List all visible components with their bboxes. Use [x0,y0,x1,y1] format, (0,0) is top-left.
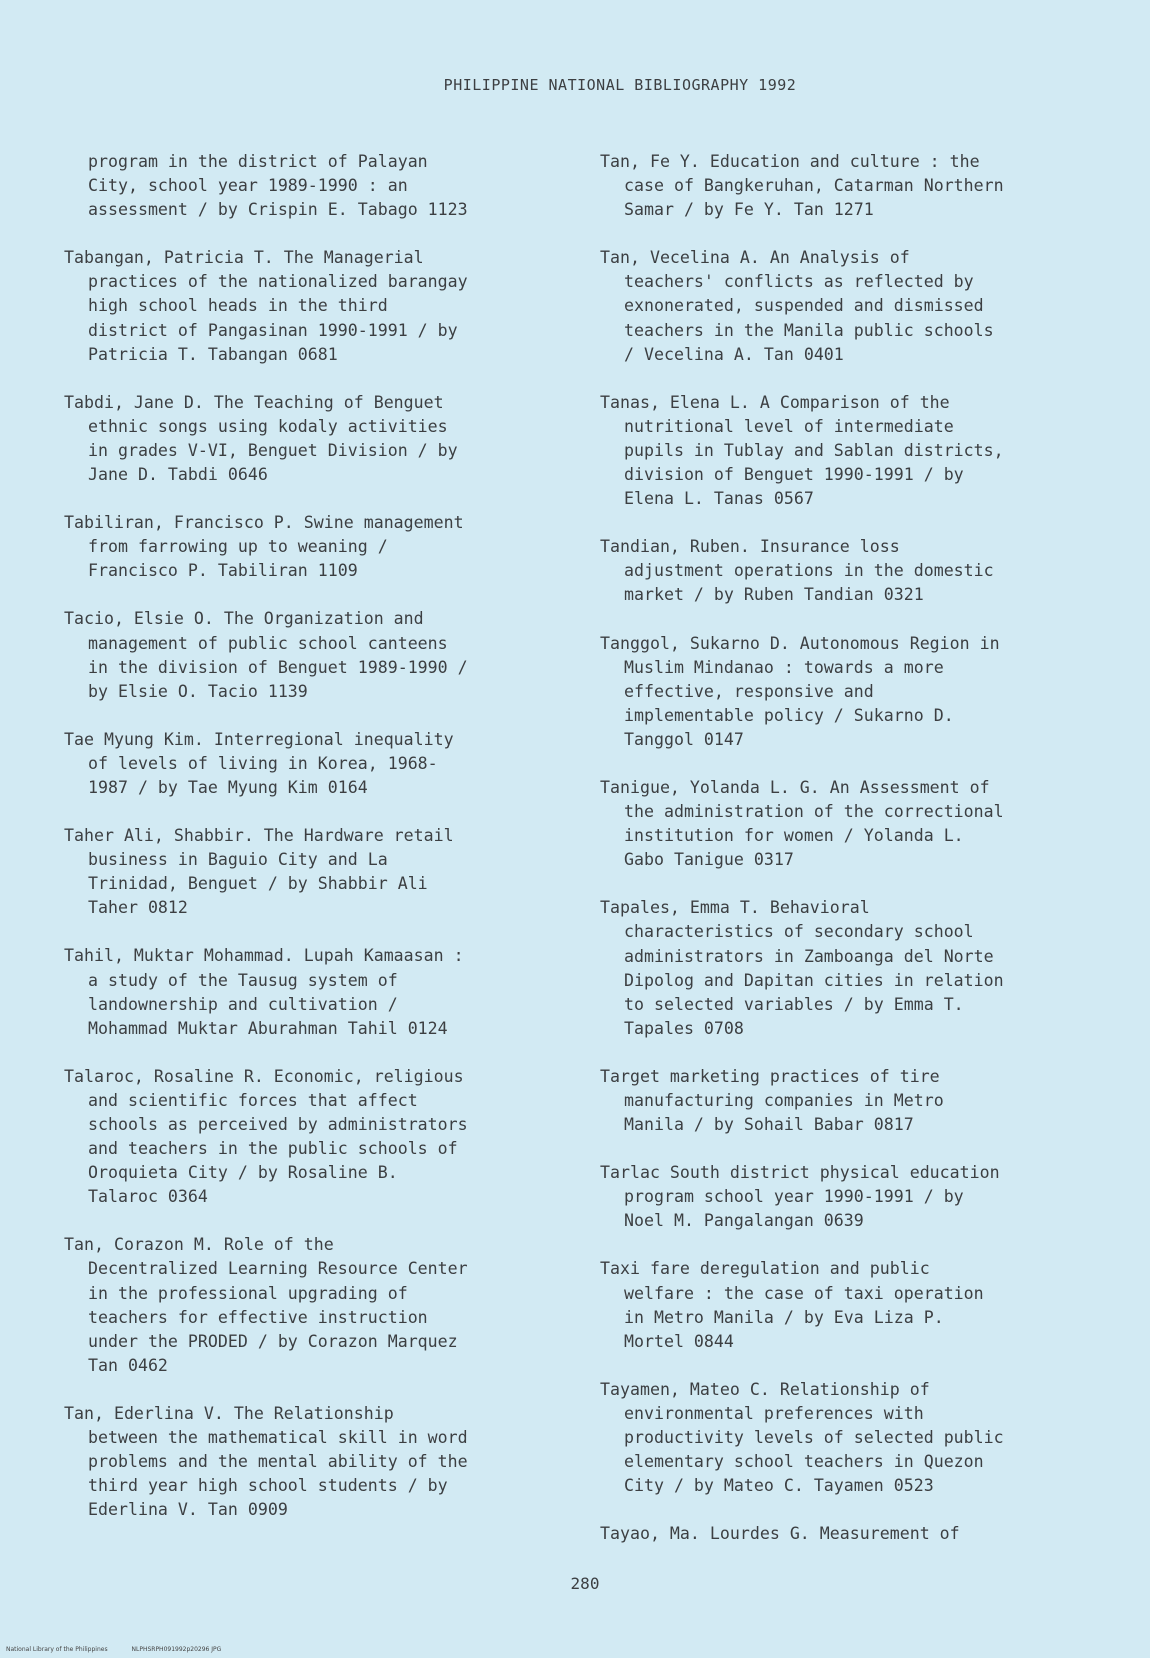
bibliography-entry: program in the district of Palayan City, school year 1989-1990 : an assessment / by Crispin E. Tabago 1123 [88,152,468,220]
bibliography-entry: Tapales, Emma T. Behavioral characteristics of secondary school administrators in Zamboanga del Norte Dipolog and Dapitan cities in relation to selected variables / by Emma T. Tapales 0708 [600,898,1004,1038]
right-column [600,150,1100,1570]
bibliography-entry: Talaroc, Rosaline R. Economic, religious and scientific forces that affect schools as perceived by administrators and teachers in the public schools of Oroquieta City / by Rosaline B. Talaroc 0364 [64,1066,468,1207]
footer-file-id: NLPHSRPH091992p20296 JPG [131,1646,222,1653]
bibliography-entry: Tandian, Ruben. Insurance loss adjustment operations in the domestic market / by Ruben Tandian 0321 [600,537,994,605]
bibliography-entry: Tacio, Elsie O. The Organization and management of public school canteens in the division of Benguet 1989-1990 / by Elsie O. Tacio 1139 [64,609,468,701]
bibliography-entry: Tan, Corazon M. Role of the Decentralized Learning Resource Center in the professional upgrading of teachers for effective instruction under the PRODED / by Corazon Marquez Tan 0462 [64,1235,468,1375]
bibliography-entry: Tan, Vecelina A. An Analysis of teachers' conflicts as reflected by exnonerated, suspended and dismissed teachers in the Manila public schools / Vecelina A. Tan 0401 [600,248,994,364]
left-column [64,150,564,1546]
bibliography-entry: Tabdi, Jane D. The Teaching of Benguet ethnic songs using kodaly activities in grades V-VI, Benguet Division / by Jane D. Tabdi 0646 [64,392,458,485]
bibliography-entry: Tayamen, Mateo C. Relationship of environmental preferences with productivity levels of selected public elementary school teachers in Quezon City / by Mateo C. Tayamen 0523 [600,1379,1004,1496]
page-number: 280 [570,1574,600,1593]
scan-footer [6,1646,221,1653]
bibliography-entry: Tabiliran, Francisco P. Swine management from farrowing up to weaning / Francisco P. Tabiliran 1109 [64,513,464,581]
bibliography-entry: Tae Myung Kim. Interregional inequality of levels of living in Korea, 1968- 1987 / by Tae Myung Kim 0164 [64,729,454,797]
bibliography-entry: Tarlac South district physical education program school year 1990-1991 / by Noel M. Pangalangan 0639 [600,1163,1000,1231]
footer-library: National Library of the Philippines [6,1646,108,1653]
bibliography-entry: Tanggol, Sukarno D. Autonomous Region in Muslim Mindanao : towards a more effective, responsive and implementable policy / Sukarno D. Tanggol 0147 [600,633,1000,749]
bibliography-entry: Tanas, Elena L. A Comparison of the nutritional level of intermediate pupils in Tublay and Sablan districts, division of Benguet 1990-1991 / by Elena L. Tanas 0567 [600,392,1004,509]
bibliography-entry: Tan, Fe Y. Education and culture : the case of Bangkeruhan, Catarman Northern Samar / by Fe Y. Tan 1271 [600,152,1004,220]
bibliography-entry: Tanigue, Yolanda L. G. An Assessment of the administration of the correctional institution for women / Yolanda L. Gabo Tanigue 0317 [600,777,1004,870]
bibliography-entry: Target marketing practices of tire manufacturing companies in Metro Manila / by Sohail Babar 0817 [600,1066,944,1135]
page-header: PHILIPPINE NATIONAL BIBLIOGRAPHY 1992 [443,76,797,94]
bibliography-entry: Tan, Ederlina V. The Relationship between the mathematical skill in word problems and the mental ability of the third year high school students / by Ederlina V. Tan 0909 [64,1403,468,1520]
bibliography-entry: Tahil, Muktar Mohammad. Lupah Kamaasan : a study of the Tausug system of landownership and cultivation / Mohammad Muktar Aburahman Tahil 0124 [64,946,464,1038]
bibliography-entry: Tabangan, Patricia T. The Managerial practices of the nationalized barangay high school heads in the third district of Pangasinan 1990-1991 / by Patricia T. Tabangan 0681 [64,248,468,364]
bibliography-entry: Taxi fare deregulation and public welfare : the case of taxi operation in Metro Manila / by Eva Liza P. Mortel 0844 [600,1259,984,1351]
bibliography-entry: Taher Ali, Shabbir. The Hardware retail business in Baguio City and La Trinidad, Benguet / by Shabbir Ali Taher 0812 [64,826,454,918]
bibliography-entry: Tayao, Ma. Lourdes G. Measurement of [600,1524,960,1544]
